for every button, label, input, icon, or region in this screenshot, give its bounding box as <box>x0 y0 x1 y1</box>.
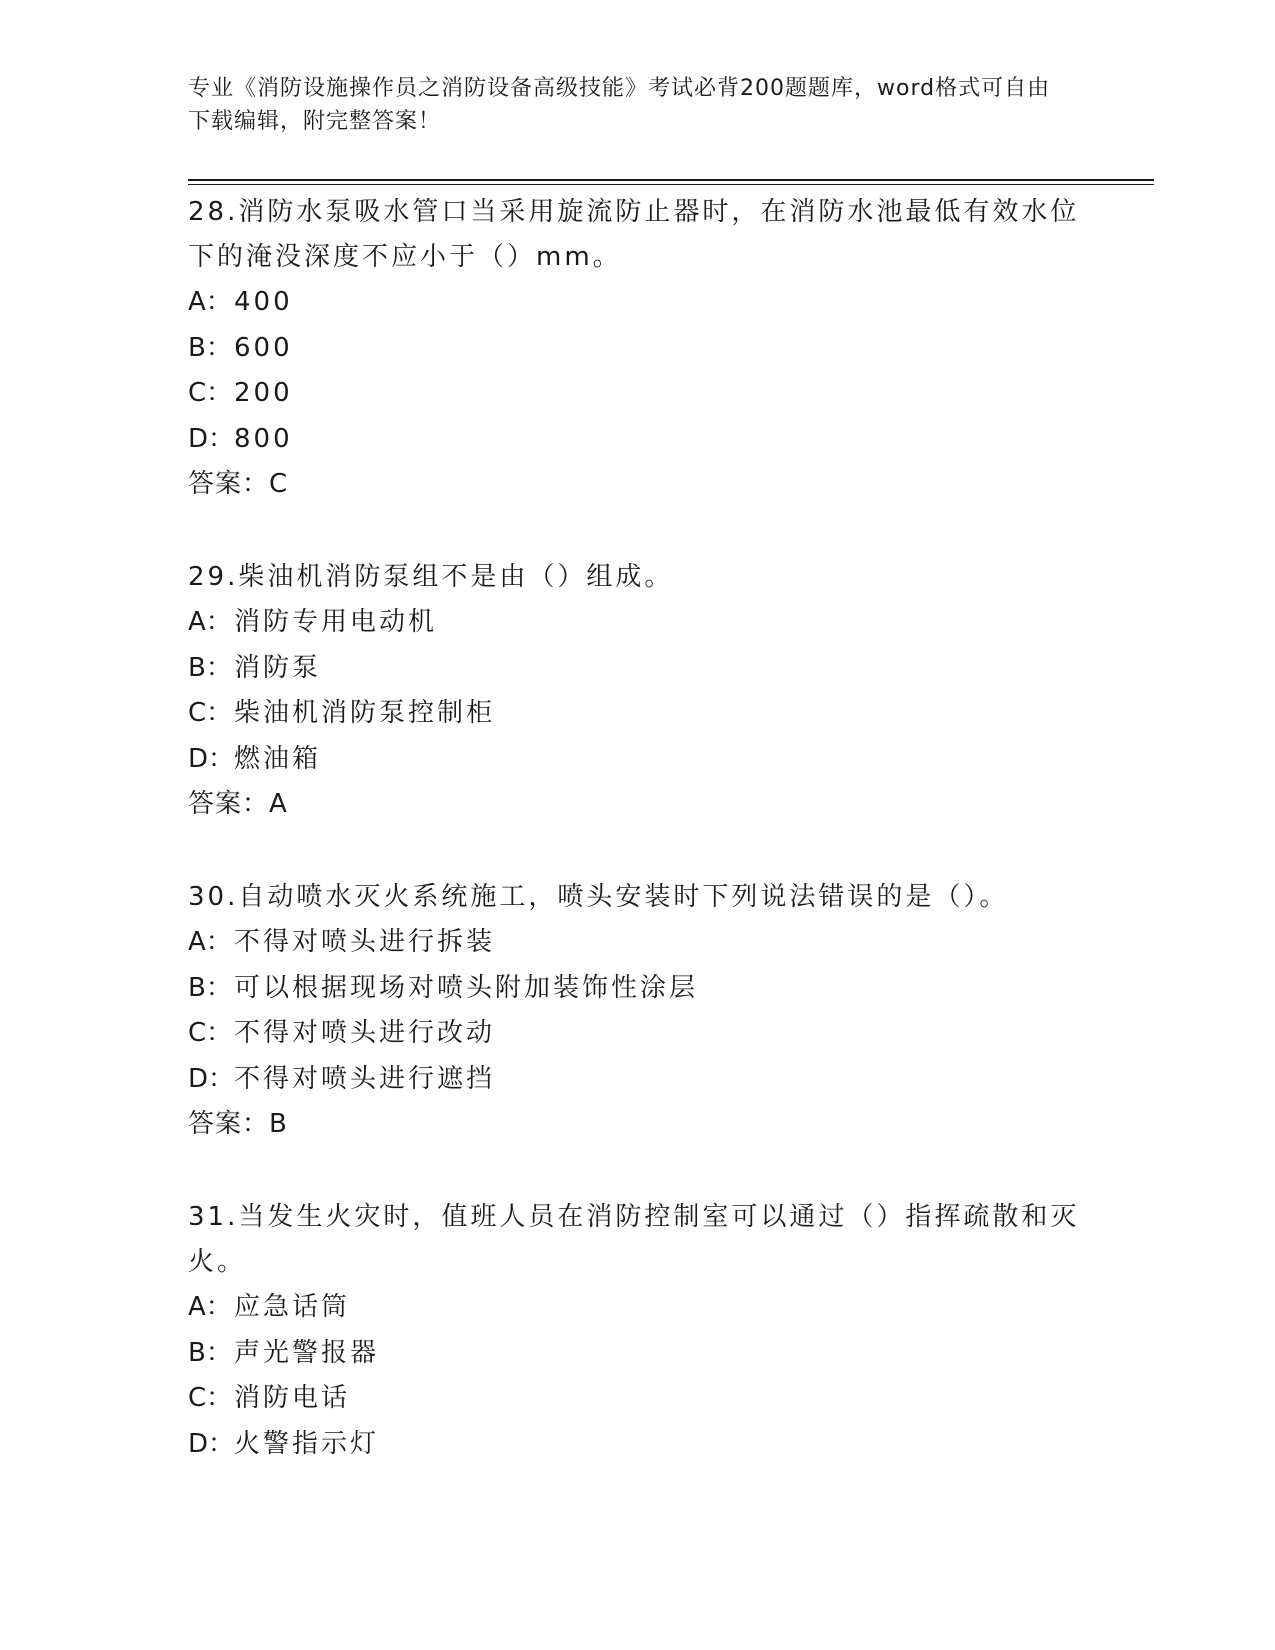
document-header: 专业《消防设施操作员之消防设备高级技能》考试必背200题题库，word格式可自由下载编辑，附完整答案！ <box>188 76 1051 134</box>
option-b <box>188 1331 1088 1377</box>
answer-value: C <box>269 469 289 499</box>
question-30 <box>188 873 1088 1147</box>
option-key: D： <box>188 1428 235 1459</box>
option-key: A： <box>188 927 232 957</box>
option-b <box>188 646 1088 692</box>
option-text: 可以根据现场对喷头附加装饰性涂层 <box>234 972 699 1003</box>
option-key: B： <box>188 1337 232 1368</box>
option-text: 火警指示灯 <box>234 1428 380 1459</box>
option-key: A： <box>188 607 232 637</box>
answer-value: B <box>269 1109 288 1139</box>
option-b <box>188 966 1088 1012</box>
option-text: 不得对喷头进行改动 <box>234 1018 496 1048</box>
header-divider-thin <box>188 184 1154 185</box>
option-b <box>188 326 1088 372</box>
option-c <box>188 1011 1088 1057</box>
option-text: 消防电话 <box>234 1383 351 1413</box>
option-key: D： <box>188 423 235 454</box>
option-text: 柴油机消防泵控制柜 <box>234 698 496 728</box>
option-text: 消防泵 <box>234 652 322 683</box>
answer-line <box>188 462 1088 507</box>
option-key: D： <box>188 1063 235 1094</box>
option-text: 声光警报器 <box>234 1337 380 1368</box>
option-key: B： <box>188 972 232 1003</box>
option-text: 燃油箱 <box>234 743 322 774</box>
answer-value: A <box>269 789 288 819</box>
option-text: 800 <box>234 423 293 454</box>
option-text: 200 <box>234 378 293 408</box>
option-key: C： <box>188 698 233 728</box>
answer-label: 答案： <box>188 1109 270 1139</box>
question-text: 28.消防水泵吸水管口当采用旋流防止器时，在消防水池最低有效水位下的淹没深度不应小于（）mm。 <box>188 197 1080 272</box>
option-text: 不得对喷头进行拆装 <box>234 927 496 957</box>
option-key: B： <box>188 652 232 683</box>
answer-line <box>188 782 1088 827</box>
option-text: 400 <box>234 287 293 317</box>
option-d <box>188 1422 1088 1468</box>
question-text: 30.自动喷水灭火系统施工，喷头安装时下列说法错误的是（）。 <box>188 882 1009 912</box>
question-29 <box>188 553 1088 827</box>
answer-label: 答案： <box>188 789 270 819</box>
option-a <box>188 600 1088 646</box>
option-c <box>188 371 1088 417</box>
option-key: A： <box>188 287 232 317</box>
option-text: 消防专用电动机 <box>234 607 438 637</box>
option-key: D： <box>188 743 235 774</box>
question-text: 29.柴油机消防泵组不是由（）组成。 <box>188 562 674 592</box>
answer-label: 答案： <box>188 469 270 499</box>
option-text: 不得对喷头进行遮挡 <box>234 1063 496 1094</box>
answer-line <box>188 1102 1088 1147</box>
option-a <box>188 920 1088 966</box>
option-key: C： <box>188 1383 233 1413</box>
option-a <box>188 1285 1088 1331</box>
question-text: 31.当发生火灾时，值班人员在消防控制室可以通过（）指挥疏散和灭火。 <box>188 1202 1080 1277</box>
option-c <box>188 691 1088 737</box>
option-key: C： <box>188 1018 233 1048</box>
question-list <box>188 188 1088 1513</box>
option-text: 应急话筒 <box>234 1292 351 1322</box>
option-d <box>188 1057 1088 1103</box>
option-key: A： <box>188 1292 232 1322</box>
header-divider-thick <box>188 179 1154 181</box>
option-d <box>188 417 1088 463</box>
option-c <box>188 1376 1088 1422</box>
option-key: B： <box>188 332 232 363</box>
option-d <box>188 737 1088 783</box>
option-key: C： <box>188 378 233 408</box>
question-28 <box>188 188 1088 507</box>
option-a <box>188 280 1088 326</box>
option-text: 600 <box>234 332 293 363</box>
question-31 <box>188 1193 1088 1467</box>
